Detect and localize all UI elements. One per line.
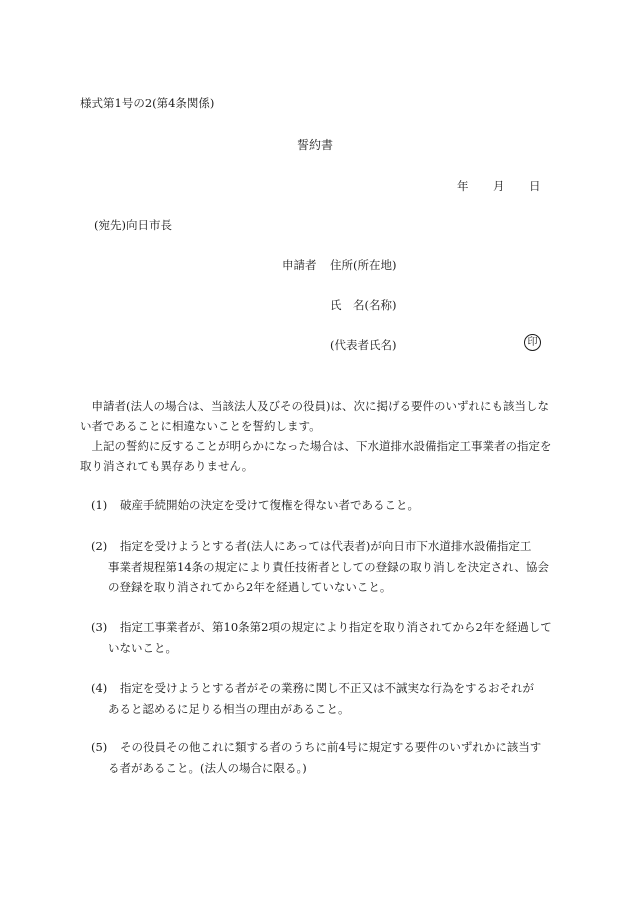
- requirement-number: (3): [91, 620, 108, 634]
- document-title: 誓約書: [296, 138, 333, 152]
- requirement-number: (2): [91, 539, 108, 553]
- seal-mark: 印: [524, 334, 541, 351]
- requirement-text-line: 指定工事業者が、第10条第2項の規定により指定を取り消されてから2年を経過して: [120, 620, 552, 634]
- requirement-text-line: いないこと。: [108, 640, 177, 655]
- form-number: 様式第1号の2(第4条関係): [80, 96, 215, 110]
- requirement-number: (4): [91, 681, 108, 695]
- representative-label: (代表者氏名): [330, 338, 397, 352]
- applicant-label: 申請者: [282, 258, 317, 272]
- name-label: 氏 名(名称): [330, 298, 397, 312]
- revocation-paragraph: 上記の誓約に反することが明らかになった場合は、下水道排水設備指定工事業者の指定を取り消されても異存ありません。: [80, 439, 552, 473]
- requirement-text-line: 破産手続開始の決定を受けて復権を得ない者であること。: [120, 498, 419, 512]
- addressee: (宛先)向日市長: [94, 218, 172, 232]
- date-day-label: 日: [529, 179, 541, 193]
- requirement-number: (5): [91, 740, 108, 754]
- requirement-text-line: 指定を受けようとする者(法人にあっては代表者)が向日市下水道排水設備指定工: [120, 539, 532, 553]
- requirement-text-line: の登録を取り消されてから2年を経過していないこと。: [108, 580, 392, 594]
- requirement-text-line: その役員その他これに類する者のうちに前4号に規定する要件のいずれかに該当す: [120, 740, 542, 754]
- requirement-text-line: 指定を受けようとする者がその業務に関し不正又は不誠実な行為をするおそれが: [120, 681, 534, 695]
- requirement-number: (1): [91, 498, 108, 512]
- date-year-label: 年: [457, 179, 469, 193]
- date-month-label: 月: [493, 179, 505, 193]
- address-label: 住所(所在地): [330, 258, 397, 272]
- pledge-paragraph: 申請者(法人の場合は、当該法人及びその役員)は、次に掲げる要件のいずれにも該当しない者であることに相違ないことを誓約します。: [80, 399, 549, 433]
- requirement-text-line: あると認めるに足りる相当の理由があること。: [108, 701, 350, 716]
- requirement-text-line: 事業者規程第14条の規定により責任技術者としての登録の取り消しを決定され、協会: [108, 559, 549, 574]
- requirement-text-line: る者があること。(法人の場合に限る。): [108, 760, 307, 775]
